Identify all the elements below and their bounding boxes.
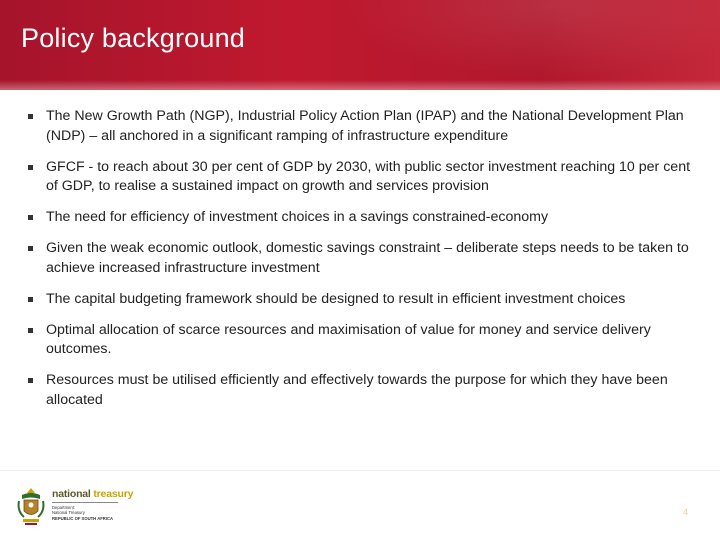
square-bullet-icon <box>28 378 33 383</box>
bullet-item <box>28 371 696 410</box>
square-bullet-icon <box>28 165 33 170</box>
banner-decoration <box>340 0 720 80</box>
bullet-item <box>28 107 696 146</box>
national-treasury-logo <box>16 485 156 527</box>
bullet-item <box>28 239 696 278</box>
bullet-text: Resources must be utilised efficiently and effectively towards the purpose for which they have been allocated <box>46 372 668 408</box>
bullet-text: Optimal allocation of scarce resources and maximisation of value for money and service delivery outcomes. <box>46 321 651 357</box>
bullet-item <box>28 321 696 360</box>
slide-title: Policy background <box>21 23 246 53</box>
bullet-list <box>28 107 696 422</box>
bullet-text: GFCF - to reach about 30 per cent of GDP by 2030, with public sector investment reaching 10 per cent of GDP, to realise a sustained impact on growth and services provision <box>46 158 691 194</box>
coat-of-arms-icon <box>16 485 46 527</box>
dept-line-3: REPUBLIC OF SOUTH AFRICA <box>52 516 114 521</box>
bullet-text: The New Growth Path (NGP), Industrial Policy Action Plan (IPAP) and the National Development Plan (NDP) – all anchored in a significant ramping of infrastructure expenditure <box>46 108 684 144</box>
square-bullet-icon <box>28 215 33 220</box>
title-banner <box>0 0 720 90</box>
org-divider <box>52 502 118 503</box>
bullet-text: The need for efficiency of investment choices in a savings constrained-economy <box>46 209 549 225</box>
bullet-item <box>28 290 696 310</box>
dept-line-1: Department: <box>52 505 76 510</box>
footer-divider <box>0 470 720 471</box>
square-bullet-icon <box>28 114 33 119</box>
square-bullet-icon <box>28 328 33 333</box>
bullet-text: Given the weak economic outlook, domestic savings constraint – deliberate steps needs to be taken to achieve increased infrastructure investment <box>46 240 689 276</box>
page-number: 4 <box>682 507 688 517</box>
square-bullet-icon <box>28 246 33 251</box>
bullet-text: The capital budgeting framework should be designed to result in efficient investment choices <box>46 290 626 307</box>
square-bullet-icon <box>28 297 33 302</box>
bullet-item <box>28 158 696 197</box>
bullet-item <box>28 208 696 228</box>
org-name: national treasury <box>52 488 134 500</box>
dept-line-2: National Treasury <box>52 510 85 515</box>
